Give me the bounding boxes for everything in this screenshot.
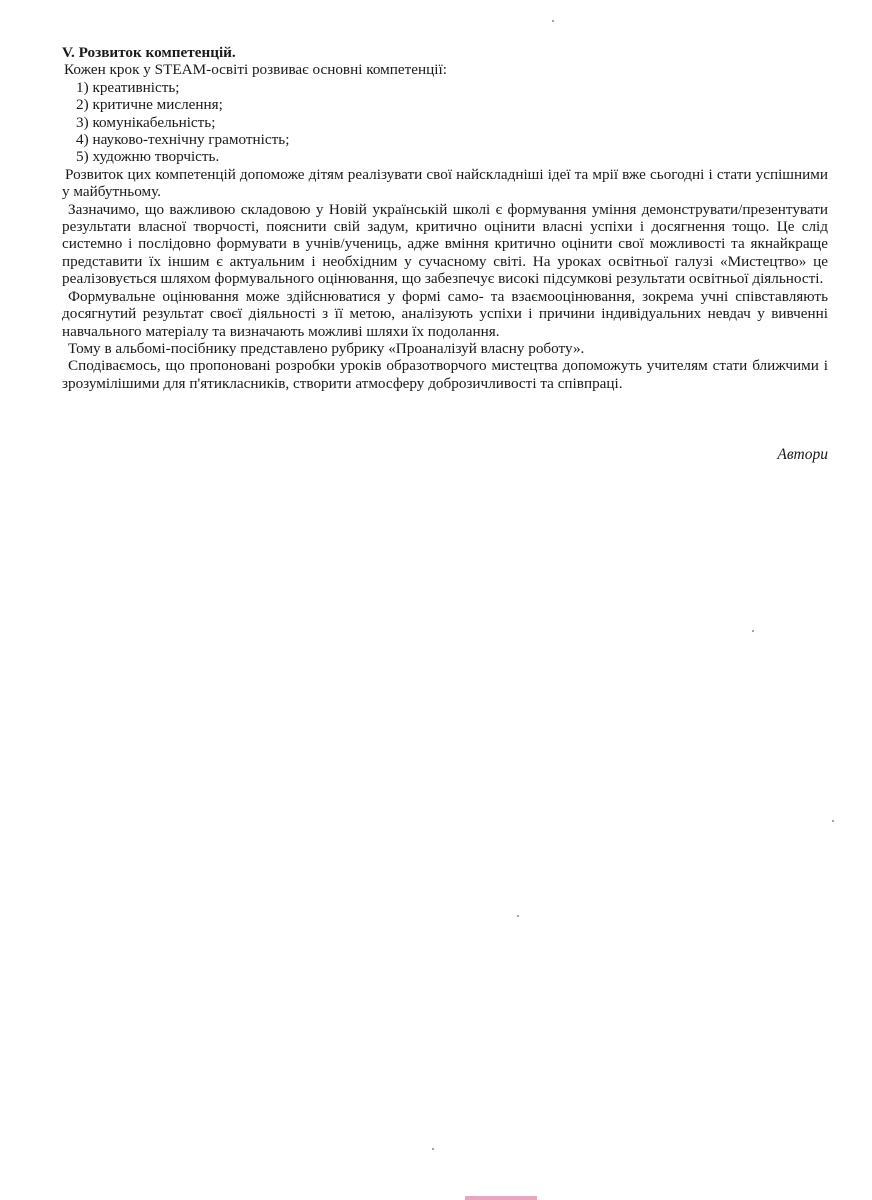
authors-signature: Автори: [777, 446, 828, 463]
list-item: 3) комунікабельність;: [76, 113, 216, 131]
document-body: [62, 44, 828, 392]
paragraph-closing: Сподіваємось, що пропоновані розробки уроків образотворчого мистецтва допоможуть учителям стати ближчими і зрозумілішими для п'ятикласників, створити атмосферу доброзичливості та співпраці.: [62, 357, 828, 392]
competencies-list: [62, 79, 828, 166]
scan-speck: [517, 915, 519, 917]
section-intro: Кожен крок у STEAM-освіті розвиває основні компетенції:: [64, 61, 447, 79]
paragraph-formative-assessment: Формувальне оцінювання може здійснюватися у формі само- та взаємооцінювання, зокрема учні співставляють досягнутий результат своєї діяльності з її метою, аналізують успіхи і причини індивідуальних невдач у вивченні навчального матеріалу та визначають можливі шляхи їх подолання.: [62, 287, 828, 340]
paragraph-rubric: Тому в альбомі-посібнику представлено рубрику «Проаналізуй власну роботу».: [68, 339, 585, 357]
list-item: 1) креативність;: [76, 78, 180, 96]
scan-speck: [832, 820, 834, 822]
scan-speck: [552, 20, 554, 22]
paragraph-nus-presentation: Зазначимо, що важливою складовою у Новій українській школі є формування уміння демонструвати/презентувати результати власної творчості, пояснити свій задум, критично оцінити власні успіхи і досягнення тощо. Це слід системно і послідовно формувати в учнів/учениць, адже вміння критично оцінити свої можливості та якнайкраще представити їх іншим є актуальним і необхідним у сучасному світі. На уроках освітньої галузі «Мистецтво» це реалізовується шляхом формувального оцінювання, що забезпечує високі підсумкові результати освітньої діяльності.: [62, 200, 828, 288]
scan-speck: [752, 630, 754, 632]
section-title: V. Розвиток компетенцій.: [62, 44, 236, 61]
scan-speck: [432, 1148, 434, 1150]
list-item: 4) науково-технічну грамотність;: [76, 131, 290, 149]
list-item: 2) критичне мислення;: [76, 96, 223, 114]
scan-edge-mark: [465, 1196, 537, 1200]
list-item: 5) художню творчість.: [76, 148, 220, 166]
paragraph-development: Розвиток цих компетенцій допоможе дітям реалізувати свої найскладніші ідеї та мрії вже сьогодні і стати успішними у майбутньому.: [62, 165, 828, 201]
